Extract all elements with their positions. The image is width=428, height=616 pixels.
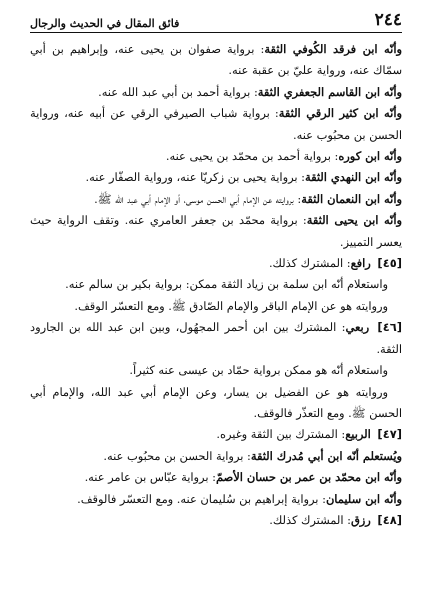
paragraph-text: : برواية أحمد بن محمّد بن يحيى عنه.: [165, 149, 339, 164]
entry-number: [٤٥]: [377, 256, 402, 271]
paragraph: [30, 39, 402, 82]
paragraph-text: : برواية محمّد بن جعفر العامري عنه. وتقف الرواية حيث يعسر التمييز.: [30, 213, 402, 249]
paragraph-text: : المشترك كذلك.: [269, 512, 351, 527]
entry-heading: [30, 317, 402, 360]
entry-heading: [30, 510, 402, 531]
paragraph: [30, 274, 402, 295]
paragraph-text: : برواية صفوان بن يحيى عنه، وإبراهيم بن أبي سمّاك عنه، ورواية عليّ بن عقبة عنه.: [30, 42, 402, 78]
paragraph: [30, 489, 402, 510]
paragraph: [30, 446, 402, 467]
paragraph: [30, 103, 402, 146]
entry-name: ربعي: [345, 320, 370, 335]
narrator-name: وأنّه ابن محمّد بن عمر بن حسان الأصمّ: [215, 470, 402, 485]
paragraph-text: : برواية يحيى بن زكريّا عنه، ورواية الصفّار عنه.: [85, 170, 305, 185]
paragraph-text: : برواية إبراهيم بن سُليمان عنه. ومع التعسّر فالوقف.: [77, 491, 326, 506]
paragraph-text: واستعلام أنّه هو ممكن برواية حمّاد بن عيسى عنه كثيراً.: [129, 363, 388, 378]
narrator-name: وأنّه ابن فرقد الكُوفي الثقة: [264, 42, 402, 56]
entry-number: [٤٨]: [377, 512, 402, 527]
paragraph-text: : المشترك بين الثقة وغيره.: [216, 427, 346, 442]
paragraph: [30, 210, 402, 253]
entry-name: رزق: [350, 512, 371, 527]
narrator-name: ويُستعلم أنّه ابن أبي مُدرك الثقة: [250, 448, 402, 463]
paragraph-text: : بروايته عن الإمام أبي الحسن موسى، أو الإمام أبي عبد الله ﷺ.: [94, 191, 302, 206]
entry-name: رافع: [350, 256, 371, 271]
entry-number: [٤٧]: [377, 427, 402, 442]
paragraph-text: : برواية أحمد بن أبي عبد الله عنه.: [98, 84, 258, 99]
narrator-name: وأنّه ابن القاسم الجعفري الثقة: [257, 84, 402, 99]
book-title: فائق المقال في الحديث والرجال: [30, 17, 180, 30]
narrator-name: وأنّه ابن النعمان الثقة: [301, 191, 402, 206]
narrator-name: وأنّه ابن كثير الرقي الثقة: [278, 106, 403, 121]
narrator-name: وأنّه ابن سليمان: [325, 491, 402, 506]
page-number: ٢٤٤: [374, 10, 402, 30]
paragraph-text: : المشترك كذلك.: [268, 256, 351, 271]
paragraph: [30, 467, 402, 488]
paragraph: [30, 146, 402, 167]
entry-name: الربيع: [345, 427, 371, 442]
paragraph-text: وروايته هو عن الفضيل بن يسار، وعن الإمام أبي عبد الله، والإمام أبي الحسن ﷺ. ومع التعذّر فالوقف.: [30, 384, 402, 420]
paragraph: [30, 189, 402, 210]
paragraph-text: : المشترك بين ابن أحمر المجهُول، وبين ابن عبد الله بن الجارود الثقة.: [30, 320, 402, 356]
paragraph-text: واستعلام أنّه ابن سلمة بن زياد الثقة ممكن: برواية بكير بن سالم عنه.: [65, 277, 388, 292]
entry-heading: [30, 424, 402, 445]
paragraph-text: : برواية شباب الصيرفي الرقي عن أبيه عنه، ورواية الحسن بن محبُوب عنه.: [30, 106, 402, 142]
paragraph-text: وروايته هو عن الإمام الباقر والإمام الصّادق ﷺ. ومع التعسّر الوقف.: [74, 298, 388, 313]
entry-heading: [30, 253, 402, 274]
narrator-name: وأنّه ابن يحيى الثقة: [306, 213, 402, 228]
page-body: [30, 39, 402, 531]
paragraph: [30, 382, 402, 425]
page-header: [30, 8, 402, 33]
paragraph-text: : برواية عبّاس بن عامر عنه.: [84, 470, 216, 485]
narrator-name: وأنّه ابن النهدي الثقة: [304, 170, 402, 185]
paragraph-text: : برواية الحسن بن محبُوب عنه.: [103, 448, 251, 463]
paragraph: [30, 167, 402, 188]
entry-number: [٤٦]: [377, 320, 402, 335]
paragraph: [30, 296, 402, 317]
paragraph: [30, 82, 402, 103]
paragraph: [30, 360, 402, 381]
narrator-name: وأنّه ابن كوره: [338, 149, 402, 164]
